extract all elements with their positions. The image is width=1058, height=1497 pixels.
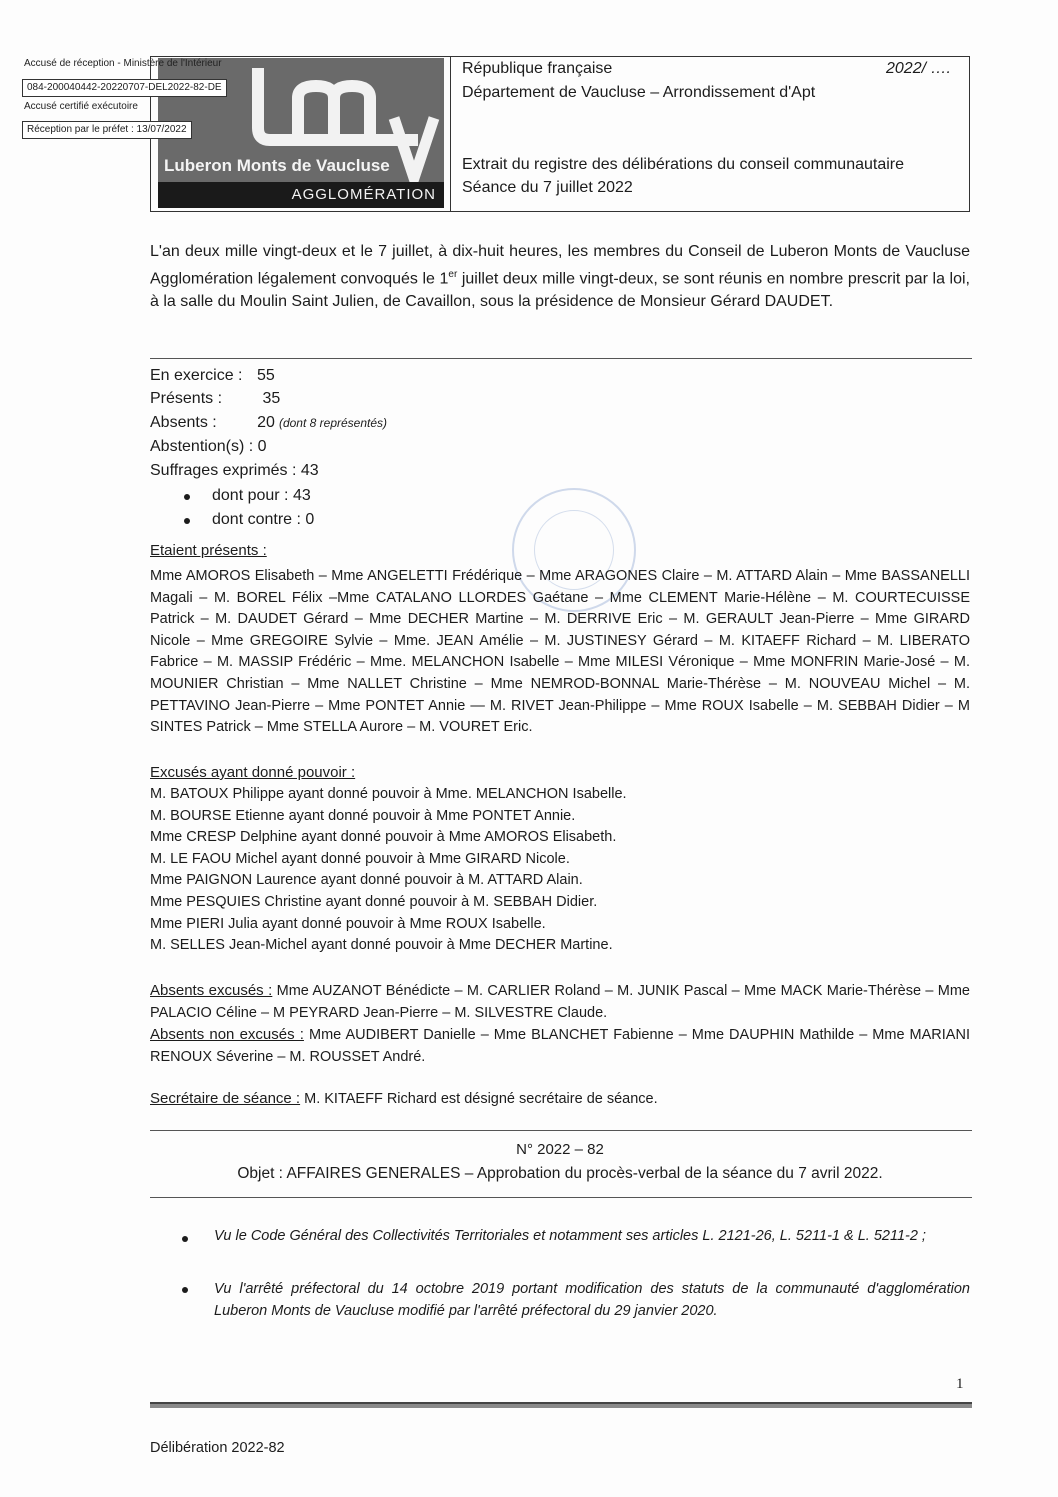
absents-excuses: Absents excusés : Mme AUZANOT Bénédicte – M. CARLIER Roland – M. JUNIK Pascal – Mme MACK Marie-Thérèse – Mme PALACIO Céline – M PEYRARD Jean-Pierre – M. SILVESTRE Claude.	[150, 982, 970, 1021]
seance-label: Séance du 7 juillet 2022	[462, 179, 633, 196]
count-contre: dont contre : 0	[212, 511, 315, 528]
absents-non-excuses: Absents non excusés : Mme AUDIBERT Danielle – Mme BLANCHET Fabienne – Mme DAUPHIN Mathilde – Mme MARIANI RENOUX Séverine – M. ROUSSET André.	[150, 1026, 970, 1065]
logo-name: Luberon Monts de Vaucluse	[164, 156, 390, 175]
intro-paragraph: L'an deux mille vingt-deux et le 7 juillet, à dix-huit heures, les membres du Conseil de Luberon Monts de Vaucluse Agglomération légalement convoqués le 1er juillet deux mille vingt-deux, se sont réunis en nombre prescrit par la loi, à la salle du Moulin Saint Julien, de Cavaillon, sous la présidence de Monsieur Gérard DAUDET.	[150, 243, 970, 311]
pouvoir-item: M. BOURSE Etienne ayant donné pouvoir à Mme PONTET Annie.	[150, 807, 576, 824]
count-pour: dont pour : 43	[212, 487, 311, 504]
pouvoir-item: M. LE FAOU Michel ayant donné pouvoir à Mme GIRARD Nicole.	[150, 850, 570, 867]
pouvoir-item: Mme PIERI Julia ayant donné pouvoir à Mme ROUX Isabelle.	[150, 915, 546, 932]
footer-label: Délibération 2022-82	[150, 1440, 285, 1456]
stamp-prefet-date: Réception par le préfet : 13/07/2022	[22, 121, 192, 139]
bullet-icon	[182, 1236, 188, 1242]
deliberation-number: N° 2022 – 82	[516, 1141, 604, 1158]
pouvoir-item: M. SELLES Jean-Michel ayant donné pouvoir à Mme DECHER Martine.	[150, 937, 613, 954]
count-absents: Absents : 20 (dont 8 représentés)	[150, 414, 388, 431]
extrait-label: Extrait du registre des délibérations du conseil communautaire	[462, 156, 905, 173]
divider-rule	[150, 1130, 972, 1131]
bullet-icon	[184, 494, 190, 500]
pouvoirs-title: Excusés ayant donné pouvoir :	[150, 764, 356, 781]
divider-rule	[150, 1197, 972, 1198]
secretaire-seance: Secrétaire de séance : M. KITAEFF Richard est désigné secrétaire de séance.	[150, 1090, 658, 1107]
count-suffrages: Suffrages exprimés : 43	[150, 462, 319, 479]
count-abstentions: Abstention(s) : 0	[150, 438, 267, 455]
header-divider	[450, 56, 451, 212]
stamp-certified-line: Accusé certifié exécutoire	[24, 101, 138, 112]
presents-list: Mme AMOROS Elisabeth – Mme ANGELETTI Frédérique – Mme ARAGONES Claire – M. ATTARD Alain – Mme BASSANELLI Magali – M. BOREL Félix –Mme CATALANO LLORDES Gaétane – Mme CLEMENT Marie-Hélène – M. COURTECUISSE Patrick – M. DAUDET Gérard – Mme DECHER Martine – M. DERRIVE Eric – M. GERAULT Jean-Pierre – Mme GIRARD Nicole – Mme GREGOIRE Sylvie – Mme. JEAN Amélie – M. JUSTINESY Gérard – M. KITAEFF Richard – M. LIBERATO Fabrice – M. MASSIP Frédéric – Mme. MELANCHON Isabelle – Mme MILESI Véronique – Mme MONFRIN Marie-José – M. MOUNIER Christian – Mme NALLET Christine – Mme NEMROD-BONNAL Marie-Thérèse – M. NOUVEAU Michel – M. PETTAVINO Jean-Pierre – Mme PONTET Annie — M. RIVET Jean-Philippe – Mme ROUX Isabelle – M. SEBBAH Didier – M SINTES Patrick – Mme STELLA Aurore – M. VOURET Eric.	[150, 568, 970, 736]
pouvoir-item: M. BATOUX Philippe ayant donné pouvoir à Mme. MELANCHON Isabelle.	[150, 786, 627, 802]
divider-rule	[150, 358, 972, 359]
vu-item: Vu le Code Général des Collectivités Territoriales et notamment ses articles L. 2121-26, L. 5211-1 & L. 5211-2 ;	[214, 1228, 926, 1244]
pouvoirs-list	[150, 784, 970, 957]
deliberation-ref: 2022/ ….	[886, 60, 951, 77]
stamp-reception-line: Accusé de réception - Ministère de l'Intérieur	[24, 58, 222, 69]
presents-title: Etaient présents :	[150, 542, 267, 559]
republique-label: République française	[462, 60, 613, 77]
departement-label: Département de Vaucluse – Arrondissement d'Apt	[462, 84, 816, 101]
bullet-icon	[182, 1287, 188, 1293]
bullet-icon	[184, 518, 190, 524]
pouvoir-item: Mme CRESP Delphine ayant donné pouvoir à Mme AMOROS Elisabeth.	[150, 829, 617, 846]
count-presents: Présents : 35	[150, 390, 281, 407]
vu-item: Vu l'arrêté préfectoral du 14 octobre 2019 portant modification des statuts de la communauté d'agglomération Luberon Monts de Vaucluse modifié par l'arrêté préfectoral du 29 janvier 2020.	[214, 1281, 970, 1319]
deliberation-objet: Objet : AFFAIRES GENERALES – Approbation du procès-verbal de la séance du 7 avril 2022.	[237, 1165, 883, 1182]
pouvoir-item: Mme PESQUIES Christine ayant donné pouvoir à M. SEBBAH Didier.	[150, 893, 598, 910]
page-number: 1	[956, 1376, 964, 1392]
count-exercice: En exercice : 55	[150, 367, 275, 384]
stamp-id: 084-200040442-20220707-DEL2022-82-DE	[22, 79, 227, 97]
footer-rule	[150, 1402, 972, 1408]
logo-subtitle: AGGLOMÉRATION	[291, 186, 436, 203]
pouvoir-item: Mme PAIGNON Laurence ayant donné pouvoir à M. ATTARD Alain.	[150, 872, 583, 889]
